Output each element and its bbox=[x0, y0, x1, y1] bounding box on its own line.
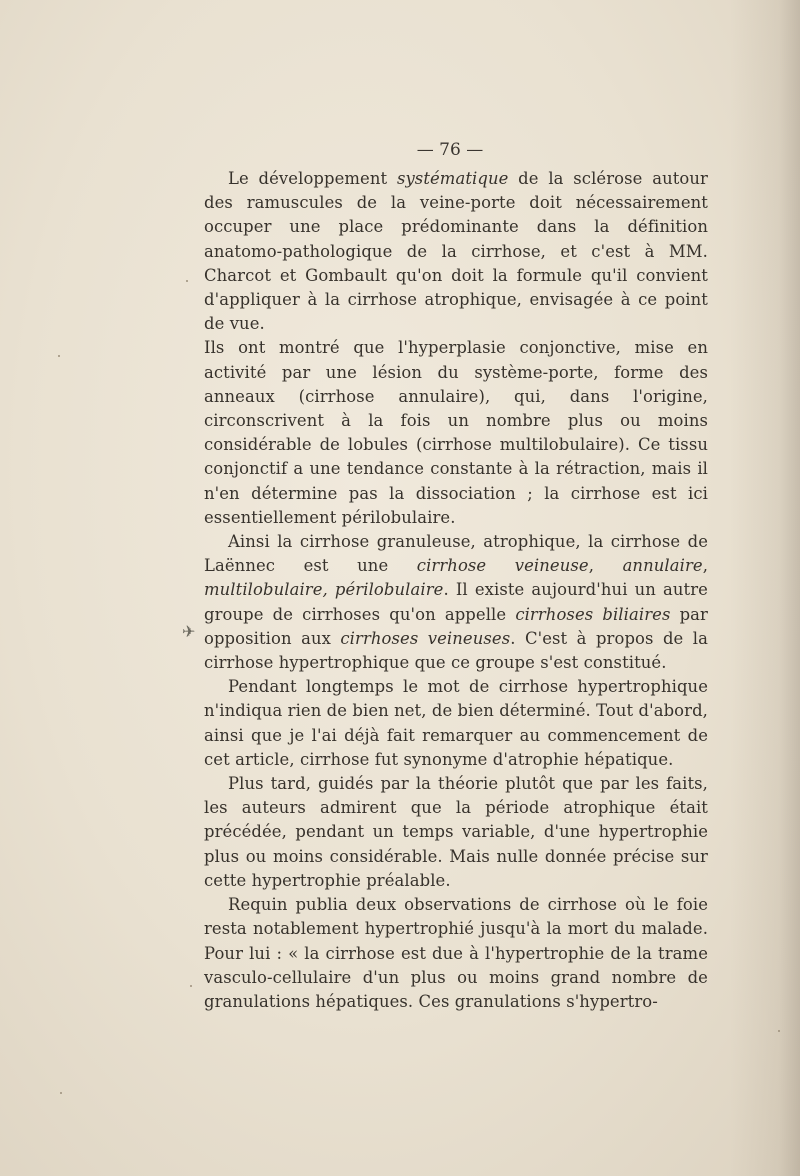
text-run: Plus tard, guidés par la théorie plutôt que par les faits, les auteurs admirent que la période atrophique était précédée, pendant un temps variable, d'une hypertrophie plus ou moins considérable. Mais nulle donnée précise sur cette hypertrophie préalable. bbox=[204, 774, 708, 890]
italic-text-run: systématique bbox=[396, 169, 509, 188]
paper-speck bbox=[190, 985, 192, 987]
paragraph-3 bbox=[204, 530, 708, 675]
italic-text-run: cirrhoses biliaires bbox=[515, 604, 671, 624]
text-run: de la sclérose autour des ramuscules de la veine-porte doit nécessairement occuper une place prédominante dans la définition anatomo-pathologique de la cirrhose, et c'est à MM. Charcot et Gombault qu'on doit la formule qu'il convient d'appliquer à la cirrhose atrophique, envisagée à ce point de vue. bbox=[204, 169, 708, 334]
paragraph-2 bbox=[204, 336, 708, 530]
italic-text-run: cirrhose veineuse bbox=[416, 556, 589, 576]
body-text bbox=[204, 167, 708, 1014]
paper-speck bbox=[186, 280, 188, 282]
text-run: Requin publia deux observations de cirrhose où le foie resta notablement hypertrophié jusqu'à la mort du malade. Pour lui : « la cirrhose est due à l'hypertrophie de la trame vasculo-cellulaire d'un plus ou moins grand nombre de granulations hépatiques. Ces granulations s'hypertro- bbox=[204, 895, 708, 1011]
italic-text-run: multilobulaire, périlobulaire bbox=[204, 580, 444, 600]
text-run: Ils ont montré que l'hyperplasie conjonctive, mise en activité par une lésion du système-porte, forme des anneaux (cirrhose annulaire), qui, dans l'origine, circonscrivent à la fois un nombre plus ou moins considérable de lobules (cirrhose multilobulaire). Ce tissu conjonctif a une tendance constante à la rétraction, mais il n'en détermine pas la dissociation ; la cirrhose est ici essentiellement périlobulaire. bbox=[204, 338, 708, 527]
text-run: Ainsi la cirrhose granuleuse, atrophique, la cirrhose de Laënnec est une bbox=[204, 532, 708, 576]
paragraph-5 bbox=[204, 772, 708, 893]
italic-text-run: annulaire bbox=[622, 556, 703, 576]
paper-speck bbox=[60, 1092, 62, 1094]
text-run: Pendant longtemps le mot de cirrhose hypertrophique n'indiqua rien de bien net, de bien déterminé. Tout d'abord, ainsi que je l'ai déjà fait remarquer au commencement de cet article, cirrhose fut synonyme d'atrophie hépatique. bbox=[204, 677, 708, 769]
page-number: — 76 — bbox=[416, 140, 484, 160]
text-run: , bbox=[588, 556, 623, 576]
text-run: . Il existe aujourd'hui un autre groupe de cirrhoses qu'on appelle bbox=[204, 580, 708, 624]
paragraph-4 bbox=[204, 675, 708, 772]
paragraph-1 bbox=[204, 167, 708, 336]
italic-text-run: cirrhoses veineuses bbox=[340, 628, 511, 648]
text-run: par opposition aux bbox=[204, 604, 708, 648]
page-edge-shadow bbox=[730, 0, 800, 1176]
margin-annotation-mark: ✈ bbox=[182, 622, 196, 641]
paragraph-6 bbox=[204, 893, 708, 1014]
text-run: . C'est à propos de la cirrhose hypertrophique que ce groupe s'est constitué. bbox=[204, 628, 709, 673]
text-run: , bbox=[702, 556, 709, 576]
paper-speck bbox=[58, 355, 60, 357]
text-run: Le développement bbox=[228, 169, 397, 188]
paper-speck bbox=[778, 1030, 780, 1032]
